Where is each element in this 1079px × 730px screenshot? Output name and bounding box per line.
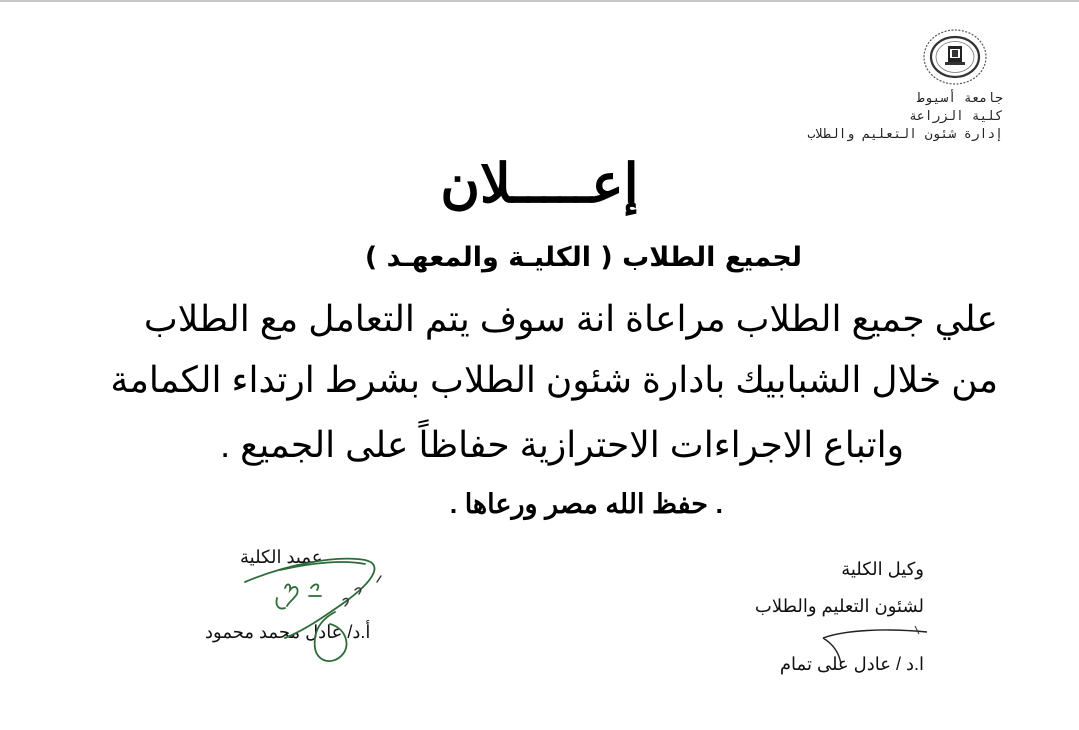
university-seal-icon xyxy=(922,28,988,86)
body-line-3: واتباع الاجراءات الاحترازية حفاظاً على الجميع . xyxy=(220,424,904,465)
dean-title: عميد الكلية xyxy=(240,547,323,567)
top-border-line xyxy=(0,0,1079,2)
announcement-audience: لجميع الطلاب ( الكليـة والمعهـد ) xyxy=(364,242,802,273)
letterhead-faculty: كلية الزراعة xyxy=(909,109,1003,124)
announcement-title: إعـــــلان xyxy=(440,151,639,215)
vice-dean-role: لشئون التعليم والطلاب xyxy=(754,596,924,616)
vice-dean-title: وكيل الكلية xyxy=(841,559,924,579)
dean-name: أ.د/ عادل محمد محمود xyxy=(205,622,371,642)
closing-prayer: . حفظ الله مصر ورعاها . xyxy=(449,489,723,519)
letterhead-department: إدارة شئون التعليم والطلاب xyxy=(807,127,1003,142)
body-line-2: من خلال الشبابيك بادارة شئون الطلاب بشرط ارتداء الكمامة xyxy=(110,359,998,400)
vice-dean-name: ا.د / عادل على تمام xyxy=(779,654,924,674)
body-line-1: علي جميع الطلاب مراعاة انة سوف يتم التعامل مع الطلاب xyxy=(143,298,998,339)
letterhead-university: جامعة أسيوط xyxy=(916,91,1003,106)
